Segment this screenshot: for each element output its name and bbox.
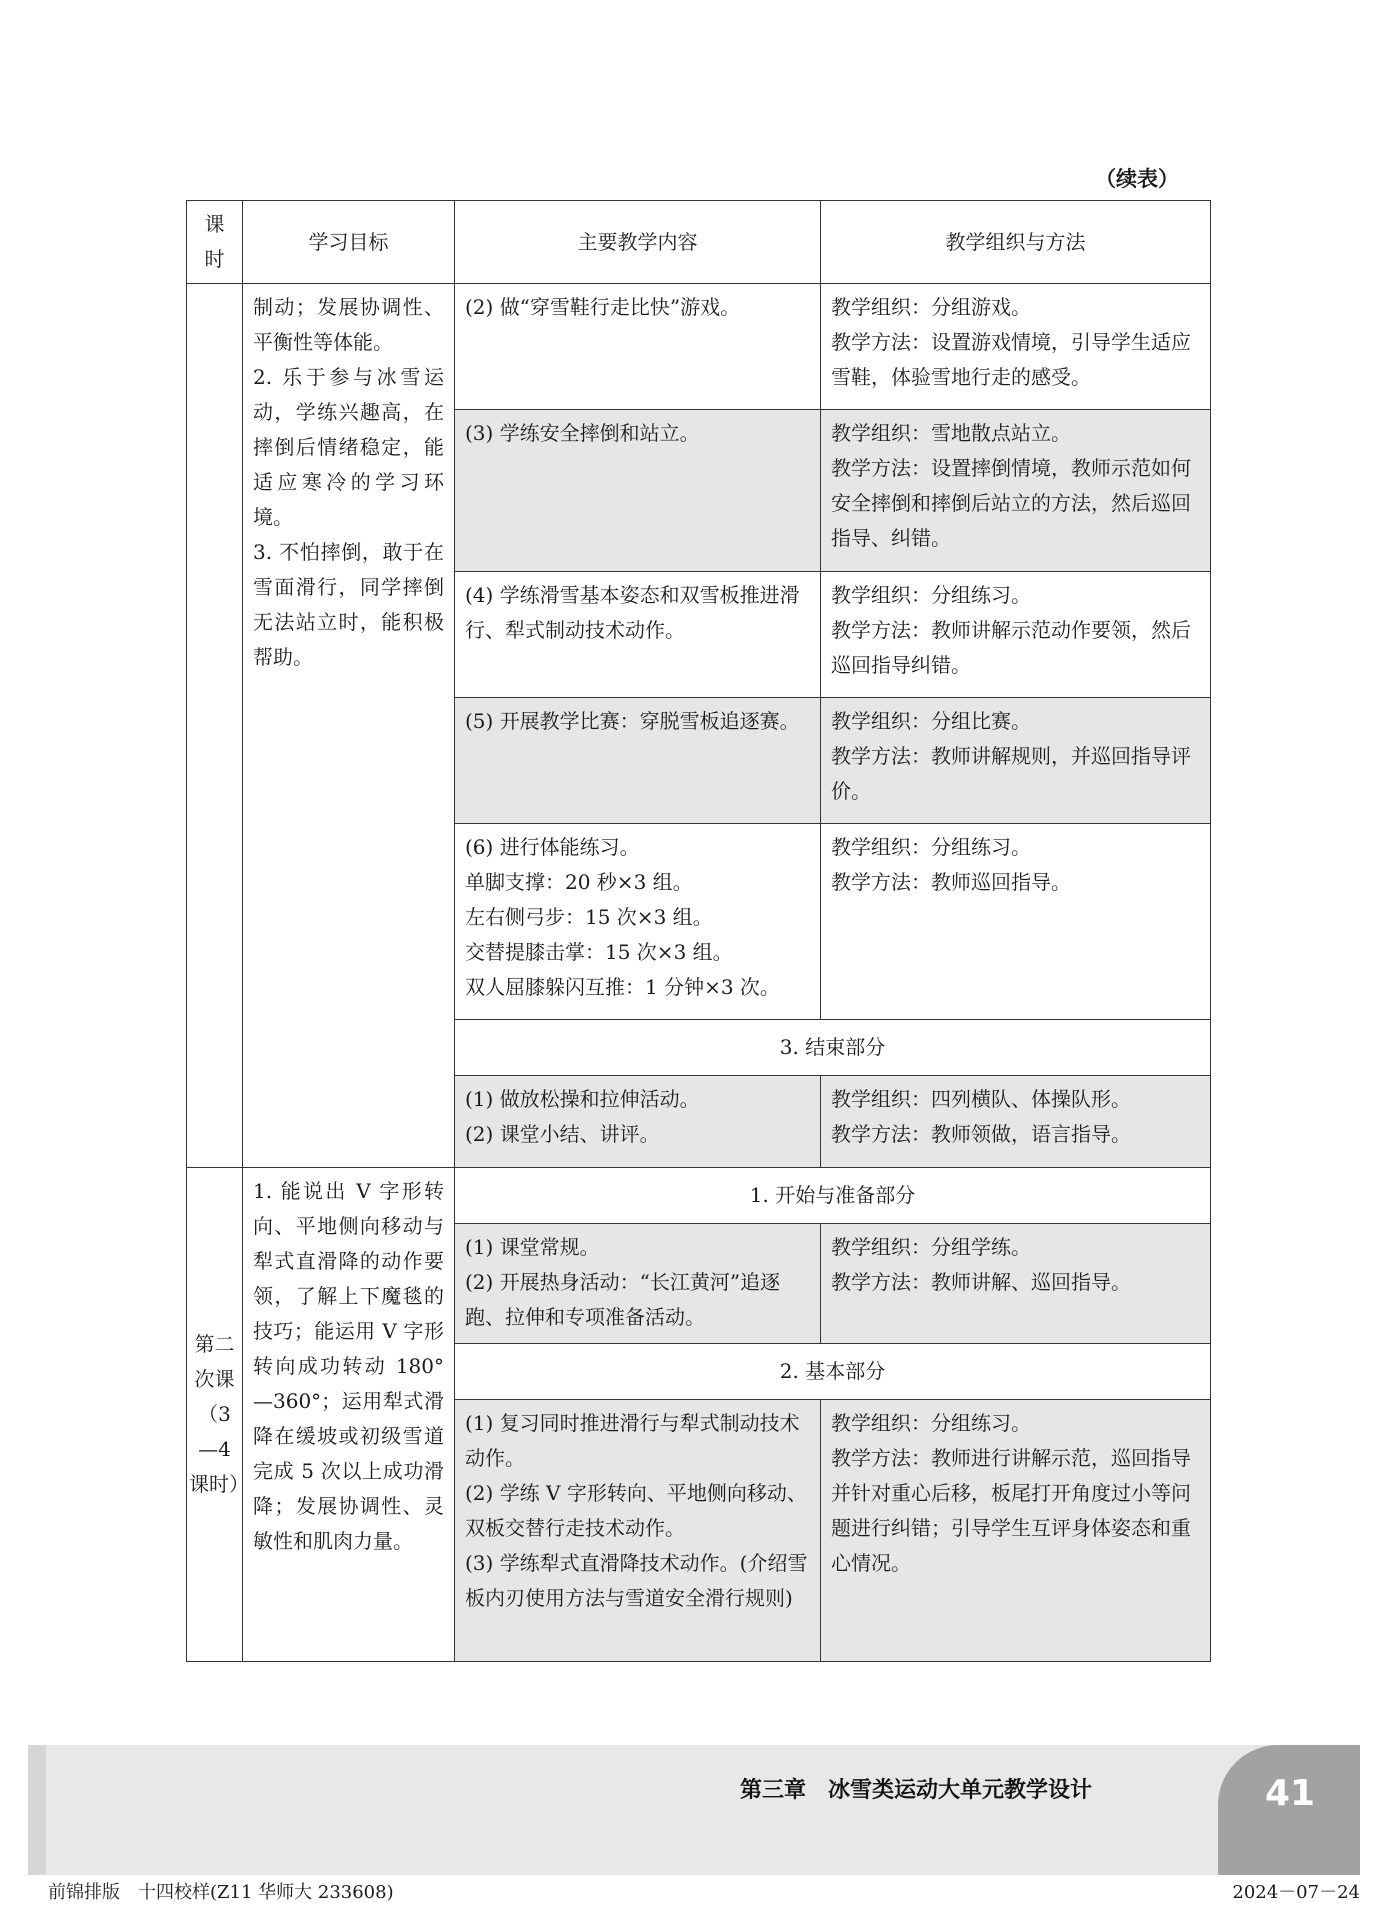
footer-band	[28, 1745, 1360, 1875]
lesson1-cell	[187, 284, 243, 1168]
objective-text: 制动；发展协调性、平衡性等体能。	[253, 295, 444, 354]
method-line: 教学方法：教师进行讲解示范，巡回指导并针对重心后移，板尾打开角度过小等问题进行纠错；引导学生互评身体姿态和重心情况。	[831, 1446, 1191, 1575]
method-line: 教学组织：分组游戏。	[831, 295, 1031, 319]
method-line: 教学方法：教师讲解规则，并巡回指导评价。	[831, 744, 1191, 803]
table-header-row	[187, 201, 1211, 284]
method-cell	[821, 1076, 1211, 1168]
method-cell	[821, 572, 1211, 698]
objective-text: 1. 能说出 V 字形转向、平地侧向移动与犁式直滑降的动作要领，了解上下魔毯的技巧；能运用 V 字形转向成功转动 180°—360°；运用犁式滑降在缓坡或初级雪道完成 5 次以上成功滑降；发展协调性、灵敏性和肌肉力量。	[253, 1179, 444, 1553]
method-line: 教学方法：教师讲解示范动作要领，然后巡回指导纠错。	[831, 618, 1191, 677]
method-line: 教学组织：分组学练。	[831, 1235, 1031, 1259]
section-heading: 1. 开始与准备部分	[455, 1168, 1211, 1224]
method-cell	[821, 698, 1211, 824]
chapter-title: 第三章 冰雪类运动大单元教学设计	[740, 1778, 1093, 1803]
method-line: 教学方法：教师领做，语言指导。	[831, 1122, 1131, 1146]
method-line: 教学组织：分组练习。	[831, 835, 1031, 859]
method-line: 教学组织：四列横队、体操队形。	[831, 1087, 1131, 1111]
content-cell	[455, 698, 821, 824]
method-cell	[821, 824, 1211, 1020]
content-line: (4) 学练滑雪基本姿态和双雪板推进滑行、犁式制动技术动作。	[465, 583, 800, 642]
content-line: (1) 复习同时推进滑行与犁式制动技术动作。	[465, 1411, 800, 1470]
method-cell	[821, 284, 1211, 410]
method-line: 教学组织：雪地散点站立。	[831, 421, 1071, 445]
content-line: (3) 学练安全摔倒和站立。	[465, 421, 700, 445]
objective-text: 3. 不怕摔倒，敢于在雪面滑行，同学摔倒无法站立时，能积极帮助。	[253, 540, 444, 669]
method-cell	[821, 1400, 1211, 1662]
method-cell	[821, 410, 1211, 572]
lesson2-label: 第二次课（3—4 课时）	[187, 1168, 243, 1662]
content-cell	[455, 1400, 821, 1662]
lesson1-objectives	[243, 284, 455, 1168]
content-line: (2) 做“穿雪鞋行走比快”游戏。	[465, 295, 741, 319]
content-line: 双人屈膝躲闪互推：1 分钟×3 次。	[465, 975, 780, 999]
method-line: 教学组织：分组练习。	[831, 583, 1031, 607]
content-line: (6) 进行体能练习。	[465, 835, 640, 859]
content-line: 单脚支撑：20 秒×3 组。	[465, 870, 693, 894]
method-line: 教学方法：教师讲解、巡回指导。	[831, 1270, 1131, 1294]
method-line: 教学方法：设置摔倒情境，教师示范如何安全摔倒和摔倒后站立的方法，然后巡回指导、纠错。	[831, 456, 1191, 550]
content-line: (1) 课堂常规。	[465, 1235, 600, 1259]
print-info-right: 2024－07－24	[1232, 1882, 1360, 1903]
page-number: 41	[1264, 1773, 1316, 1814]
header-method: 教学组织与方法	[821, 201, 1211, 284]
header-content: 主要教学内容	[455, 201, 821, 284]
continued-label: （续表）	[1095, 167, 1179, 191]
content-line: 左右侧弓步：15 次×3 组。	[465, 905, 713, 929]
method-line: 教学组织：分组比赛。	[831, 709, 1031, 733]
content-cell	[455, 824, 821, 1020]
content-line: (2) 学练 V 字形转向、平地侧向移动、双板交替行走技术动作。	[465, 1481, 807, 1540]
method-line: 教学组织：分组练习。	[831, 1411, 1031, 1435]
print-info-left: 前锦排版 十四校样(Z11 华师大 233608)	[48, 1882, 394, 1903]
objective-text: 2. 乐于参与冰雪运动，学练兴趣高，在摔倒后情绪稳定，能适应寒冷的学习环境。	[253, 365, 444, 529]
footer-stripe	[28, 1745, 46, 1875]
content-line: (2) 开展热身活动：“长江黄河”追逐跑、拉伸和专项准备活动。	[465, 1270, 781, 1329]
method-line: 教学方法：设置游戏情境，引导学生适应雪鞋，体验雪地行走的感受。	[831, 330, 1191, 389]
method-line: 教学方法：教师巡回指导。	[831, 870, 1071, 894]
content-line: (1) 做放松操和拉伸活动。	[465, 1087, 700, 1111]
section-heading: 2. 基本部分	[455, 1344, 1211, 1400]
lesson-plan-table	[186, 200, 1211, 1662]
lesson2-objectives	[243, 1168, 455, 1662]
content-cell	[455, 410, 821, 572]
header-objectives: 学习目标	[243, 201, 455, 284]
section-heading: 3. 结束部分	[455, 1020, 1211, 1076]
content-line: 交替提膝击掌：15 次×3 组。	[465, 940, 733, 964]
section-row	[187, 1168, 1211, 1224]
content-line: (5) 开展教学比赛：穿脱雪板追逐赛。	[465, 709, 800, 733]
content-line: (2) 课堂小结、讲评。	[465, 1122, 660, 1146]
content-line: (3) 学练犁式直滑降技术动作。(介绍雪板内刃使用方法与雪道安全滑行规则)	[465, 1551, 808, 1610]
table-row	[187, 284, 1211, 410]
method-cell	[821, 1224, 1211, 1344]
header-lesson: 课时	[187, 201, 243, 284]
content-cell	[455, 284, 821, 410]
content-cell	[455, 572, 821, 698]
content-cell	[455, 1076, 821, 1168]
content-cell	[455, 1224, 821, 1344]
